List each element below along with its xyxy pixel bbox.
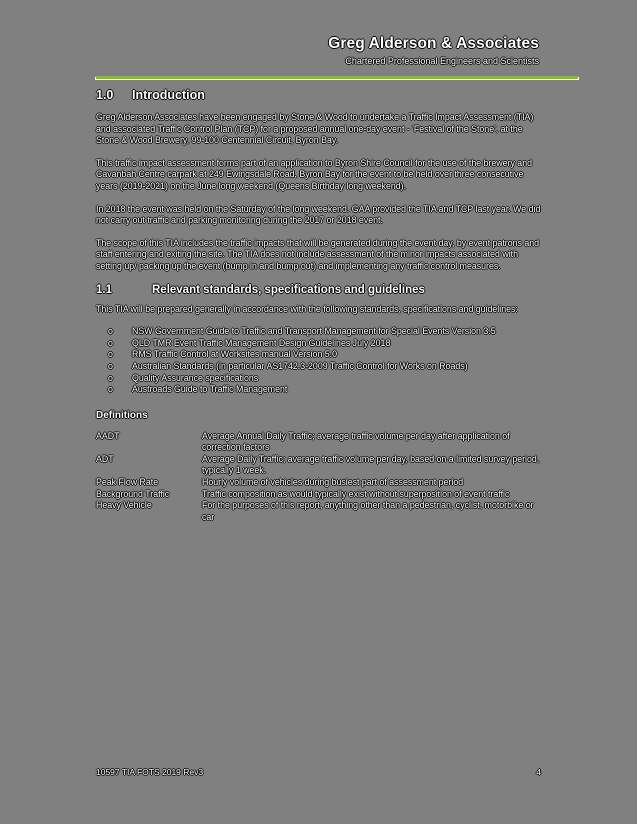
standards-list [96,326,541,396]
definition-row [96,454,541,477]
company-tagline: Chartered Professional Engineers and Scientists [345,56,539,66]
company-name: Greg Alderson & Associates [328,35,539,52]
section-title: Introduction [132,88,205,102]
bullet-icon: o [108,360,113,371]
list-item: o Australian Standards (in particular AS1742.3-2009 Traffic Control for Works on Roads) [96,361,541,373]
section-heading-standards [96,284,541,296]
section-number: 1.0 [96,88,114,102]
definition-desc: Traffic composition as would typically exist without superposition of event traffic [202,488,510,499]
definitions-table [96,431,541,524]
definition-row [96,489,541,501]
paragraph: This TIA will be prepared generally in accordance with the following standards, specifications and guidelines: [96,303,518,314]
list-item: o RMS Traffic Control at Worksites manual Version 5.0 [96,349,541,361]
bullet-icon: o [108,349,113,360]
definition-term: Heavy Vehicle [96,500,152,511]
definition-desc: Average Daily Traffic; average traffic volume per day, based on a limited survey period, typically 1 week. [202,453,540,476]
page-number: 4 [536,767,541,777]
list-item: o QLD TMR Event Traffic Management Design Guidelines July 2018 [96,338,541,350]
definition-term: AADT [96,430,120,441]
header-rule [96,76,578,79]
definition-row [96,477,541,489]
definition-term: ADT [96,453,114,464]
section-heading-introduction [96,88,541,102]
list-item: o NSW Government Guide to Traffic and Transport Management for Special Events Version 3.5 [96,326,541,338]
paragraph: In 2018 the event was held on the Saturday of the long weekend. GAA provided the TIA and TCP last year. We did not carry out traffic and parking monitoring during the 2017 or 2018 event. [96,203,541,226]
paragraph: Greg Alderson Associates have been engaged by Stone & Wood to undertake a Traffic Impact Assessment (TIA) and associated Traffic Control Plan (TCP) for a proposed annual one-day event - 'Festival of the Stone', at the Stone & Wood Brewery, 99-100 Centennial Circuit, Byron Bay. [96,112,534,146]
page-footer [96,767,541,777]
list-item: o Austroads Guide to Traffic Management [96,384,541,396]
definition-desc: Hourly volume of vehicles during busiest part of assessment period [202,477,464,488]
document-body [96,88,541,523]
bullet-icon: o [108,384,113,395]
paragraph: The scope of this TIA includes the traffic impacts that will be generated during the event day, by event patrons and staff entering and exiting the site. The TIA does not include assessment of the minor impacts associated with setting up/ packing up the event (bump in and bump out) and implementing any traffic control measures. [96,237,540,271]
bullet-icon: o [108,326,113,337]
section-title: Relevant standards, specifications and guidelines [152,283,425,296]
definition-desc: Average Annual Daily Traffic; average traffic volume per day after application of correction factors [202,430,510,453]
paragraph: This traffic impact assessment forms part of an application to Byron Shire Council for the use of the brewery and Cavanbah Centre carpark at 249 Ewingsdale Road, Byron Bay for the event to be held over three consecutive years (2019-2021) on the June long weekend (Queens Birthday long weekend). [96,157,532,191]
definition-row [96,431,541,454]
definition-desc: For the purposes of this report, anything other than a pedestrian, cyclist, motorbike or car [202,500,534,522]
definition-term: Peak Flow Rate [96,477,159,488]
list-item: o Quality Assurance specifications [96,373,541,385]
bullet-icon: o [108,372,113,383]
section-number: 1.1 [96,283,112,296]
bullet-icon: o [108,337,113,348]
definitions-heading: Definitions [96,409,148,421]
definition-row [96,500,541,523]
document-reference: 10597 TIA FOTS 2019 Rev3 [96,767,204,777]
page-header [328,35,539,66]
definition-term: Background Traffic [96,488,170,499]
